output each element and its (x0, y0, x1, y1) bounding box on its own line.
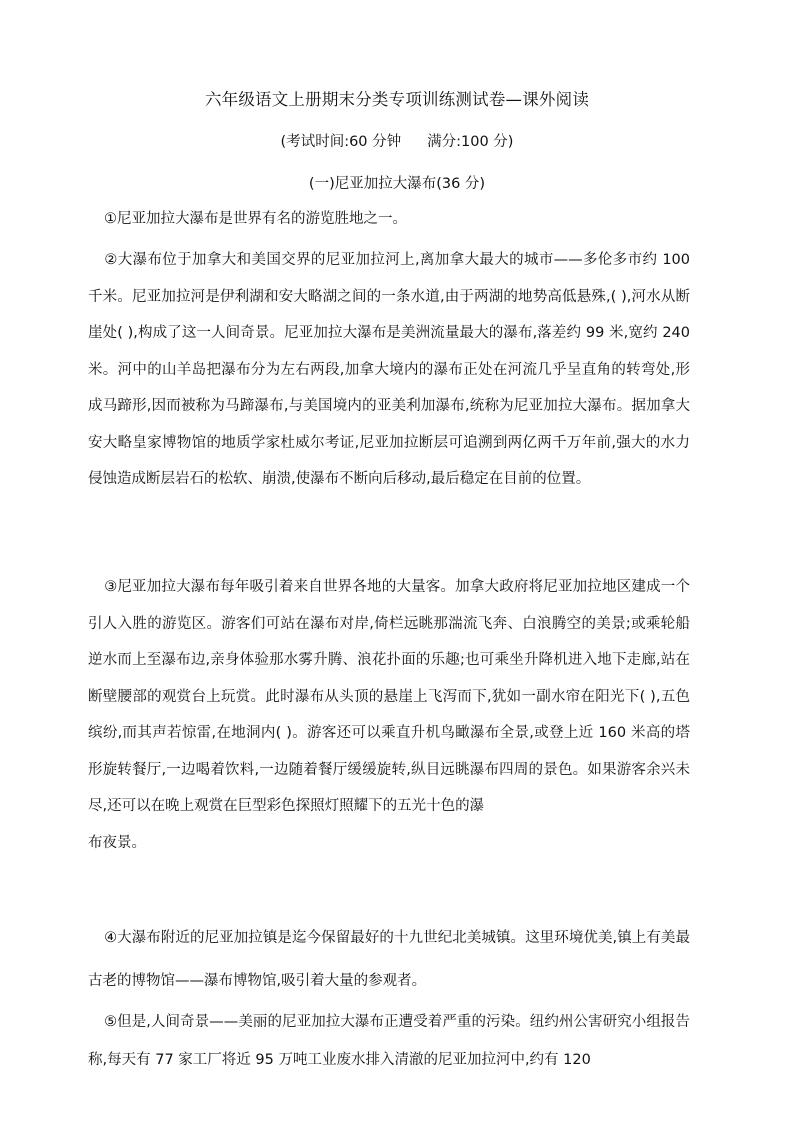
document-title: 六年级语文上册期末分类专项训练测试卷—课外阅读 (204, 90, 590, 109)
paragraph-4-text: ④大瀑布附近的尼亚加拉镇是迄今保留最好的十九世纪北美城镇。这里环境优美,镇上有美最古老的博物馆——瀑布博物馆,吸引着大量的参观者。 (88, 930, 690, 989)
paragraph-2-text: ②大瀑布位于加拿大和美国交界的尼亚加拉河上,离加拿大最大的城市——多伦多市约 100 千米。尼亚加拉河是伊利湖和安大略湖之间的一条水道,由于两湖的地势高低悬殊,( ),河水从断崖处( ),构成了这一人间奇景。尼亚加拉大瀑布是美洲流量最大的瀑布,落差约 99 米,宽约 240 米。河中的山羊岛把瀑布分为左右两段,加拿大境内的瀑布正处在河流几乎呈直角的转弯处,形成马蹄形,因而被称为马蹄瀑布,与美国境内的亚美利加瀑布,统称为尼亚加拉大瀑布。据加拿大安大略皇家博物馆的地质学家杜威尔考证,尼亚加拉断层可追溯到两亿两千万年前,强大的水力侵蚀造成断层岩石的松软、崩溃,使瀑布不断向后移动,最后稳定在目前的位置。 (88, 252, 690, 487)
exam-time: (考试时间:60 分钟 (280, 134, 402, 150)
paragraph-3-text: ③尼亚加拉大瀑布每年吸引着来自世界各地的大量客。加拿大政府将尼亚加拉地区建成一个引人入胜的游览区。游客们可站在瀑布对岸,倚栏远眺那湍流飞奔、白浪腾空的美景;或乘轮船逆水而上至瀑布边,亲身体验那水雾升腾、浪花扑面的乐趣;也可乘坐升降机进入地下走廊,站在断壁腰部的观赏台上玩赏。此时瀑布从头顶的悬崖上飞泻而下,犹如一副水帘在阳光下( ),五色缤纷,而其声若惊雷,在地洞内( )。游客还可以乘直升机鸟瞰瀑布全景,或登上近 160 米高的塔形旋转餐厅,一边喝着饮料,一边随着餐厅缓缓旋转,纵目远眺瀑布四周的景色。如果游客余兴未尽,还可以在晚上观赏在巨型彩色探照灯照耀下的五光十色的瀑 (88, 579, 690, 814)
exam-info (0, 130, 794, 151)
paragraph-1 (88, 208, 690, 230)
paragraph-2 (88, 242, 690, 498)
paragraph-1-text: ①尼亚加拉大瀑布是世界有名的游览胜地之一。 (104, 211, 407, 227)
section-title: (一)尼亚加拉大瀑布(36 分) (308, 176, 486, 192)
paragraph-4 (88, 917, 690, 1003)
paragraph-5 (88, 1003, 690, 1079)
full-score: 满分:100 分) (427, 134, 514, 150)
paragraph-3-tail: 布夜景。 (88, 834, 146, 851)
paragraph-3 (88, 569, 690, 861)
paragraph-5-text: ⑤但是,人间奇景——美丽的尼亚加拉大瀑布正遭受着严重的污染。纽约州公害研究小组报告称,每天有 77 家工厂将近 95 万吨工业废水排入清澈的尼亚加拉河中,约有 120 (88, 1014, 690, 1068)
